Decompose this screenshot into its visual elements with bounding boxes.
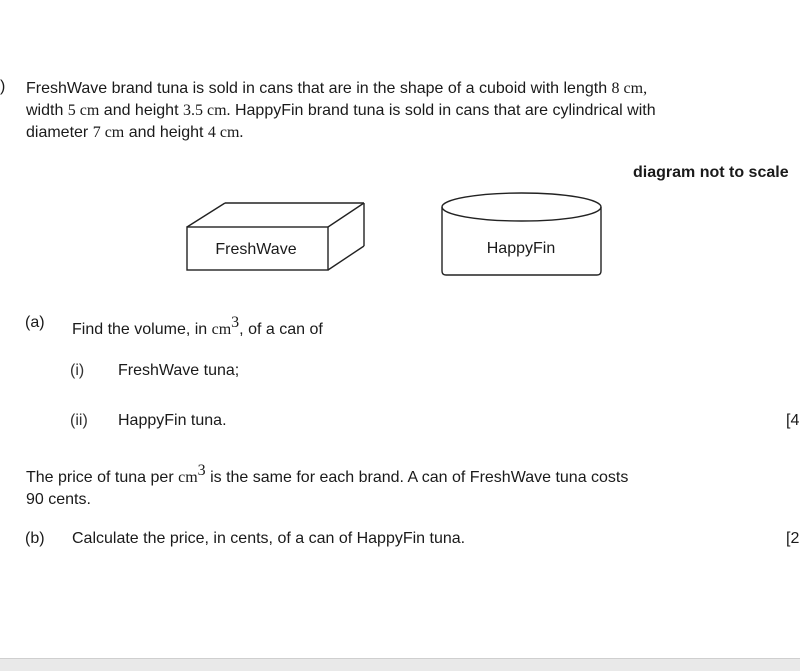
unit-cm: cm	[211, 321, 232, 338]
intro-text: FreshWave brand tuna is sold in cans that are in the shape of a cuboid with length	[26, 80, 612, 97]
intro-text: diameter	[26, 124, 93, 141]
part-a-question	[72, 314, 323, 339]
length-value: 8 cm,	[611, 80, 648, 97]
price-text: The price of tuna per	[26, 469, 179, 486]
part-a-text: Find the volume, in	[72, 321, 212, 338]
cylinder-label: HappyFin	[486, 240, 556, 257]
unit-exponent: 3	[231, 314, 240, 331]
part-b-label: (b)	[25, 530, 45, 547]
cuboid-label: FreshWave	[215, 241, 297, 258]
unit-cm: cm	[178, 469, 198, 486]
price-text: is the same for each brand. A can of FreshWave tuna costs	[205, 469, 629, 486]
cuboid-can	[187, 203, 364, 270]
cylinder-can	[442, 193, 601, 275]
diagram-note: diagram not to scale	[633, 164, 789, 181]
width-value: 5 cm	[67, 102, 100, 119]
unit-exponent: 3	[197, 462, 206, 479]
price-info	[26, 460, 628, 511]
bottom-scrollbar[interactable]	[0, 658, 800, 671]
sub-part-ii-label: (ii)	[70, 412, 88, 429]
part-a-text: , of a can of	[239, 321, 323, 338]
intro-text: HappyFin brand tuna is sold in cans that are cylindrical with	[230, 102, 656, 119]
sub-part-i-label: (i)	[70, 362, 85, 379]
part-b-marks: [2	[786, 530, 800, 547]
price-line-1	[26, 460, 628, 489]
part-a-label: (a)	[25, 314, 45, 331]
diameter-value: 7 cm	[92, 124, 125, 141]
part-b-question: Calculate the price, in cents, of a can of HappyFin tuna.	[72, 530, 466, 547]
question-number: )	[0, 78, 6, 95]
price-line-2: 90 cents.	[26, 491, 91, 508]
intro-text: and height	[124, 124, 208, 141]
height-value: 3.5 cm.	[182, 102, 231, 119]
part-a-marks: [4	[786, 412, 800, 429]
cylinder-height-value: 4 cm.	[207, 124, 244, 141]
sub-part-ii-text: HappyFin tuna.	[118, 412, 227, 429]
intro-text: and height	[99, 102, 183, 119]
intro-text: width	[26, 102, 68, 119]
sub-part-i-text: FreshWave tuna;	[118, 362, 240, 379]
